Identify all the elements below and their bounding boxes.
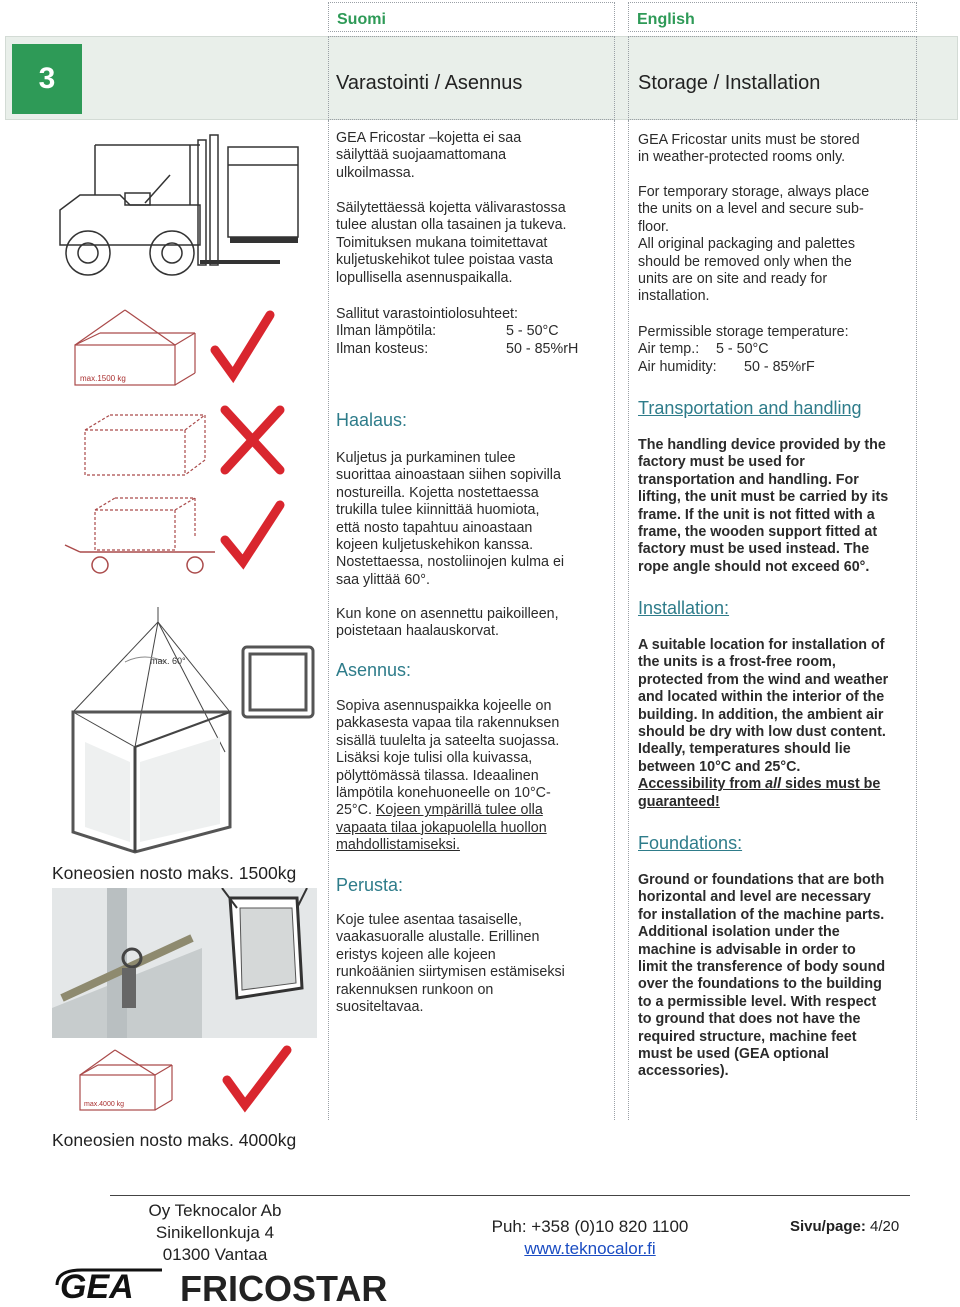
gea-logo-text: GEA bbox=[60, 1268, 134, 1305]
en-storage-p1: GEA Fricostar units must be stored in weather-protected rooms only. bbox=[638, 132, 860, 166]
caption-4000: Koneosien nosto maks. 4000kg bbox=[52, 1130, 297, 1150]
max-1500-label: max.1500 kg bbox=[80, 374, 126, 383]
check-icon bbox=[215, 315, 270, 375]
en-permitted-conditions: Permissible storage temperature: Air temp.: 5 - 50°C Air humidity: 50 - 85%rF bbox=[638, 324, 849, 375]
fi-foundation-p1: Koje tulee asentaa tasaiselle, vaakasuoralle alustalle. Erillinen eristys kojeen alle kojeen runkoäänien siirtymisen estämiseksi rakennuksen runkoon on suositeltavaa. bbox=[336, 912, 565, 1016]
max-60-label: max. 60° bbox=[150, 656, 186, 666]
fi-foundation-heading: Perusta: bbox=[336, 875, 404, 895]
footer-city: 01300 Vantaa bbox=[162, 1245, 268, 1264]
section-number: 3 bbox=[12, 44, 82, 114]
footer-divider bbox=[110, 1195, 910, 1196]
en-storage-p2: For temporary storage, always place the units on a level and secure sub- floor. All original packaging and palettes should be removed only when the units are on site and ready for installation. bbox=[638, 184, 870, 305]
wrong-lift-diagram bbox=[55, 400, 317, 485]
max-4000-label: max.4000 kg bbox=[84, 1101, 125, 1108]
check-icon-2 bbox=[225, 505, 280, 562]
lang-en-label: English bbox=[637, 11, 695, 28]
lifting-photo bbox=[52, 888, 317, 1038]
fi-install-p1: Sopiva asennuspaikka kojeelle on pakkasesta vapaa tila rakennuksen sisällä tuulelta ja sateelta suojassa. Lisäksi koje tulisi olla kuivassa, pölyttömässä tilassa. Ideaalinen lämpötila konehuoneelle on 10°C- 25°C. Kojeen ympärillä tulee olla vapaata tilaa jokapuolella huollon mahdollistamiseksi. bbox=[336, 698, 560, 854]
brand-fricostar: FRICOSTAR bbox=[180, 1268, 388, 1307]
footer-contact bbox=[470, 1216, 710, 1260]
cross-icon bbox=[225, 410, 280, 470]
lang-fi-label: Suomi bbox=[337, 11, 386, 28]
lift-4000-diagram bbox=[60, 1045, 210, 1120]
footer-web-link[interactable]: www.teknocalor.fi bbox=[524, 1239, 656, 1258]
en-handling-p1: The handling device provided by the factory must be used for transportation and handling. For lifting, the unit must be carried by its frame. If the unit is not fitted with a frame, the wooden support fitted at factory must be used instead. The rope angle should not exceed 60°. bbox=[638, 437, 889, 575]
fi-handling-p2: Kun kone on asennettu paikoilleen, poistetaan haalauskorvat. bbox=[336, 606, 559, 640]
lang-tab-fi bbox=[328, 2, 615, 32]
caption-1500: Koneosien nosto maks. 1500kg bbox=[52, 863, 297, 883]
fi-permitted-conditions: Sallitut varastointiolosuhteet: Ilman lämpötila: 5 - 50°C Ilman kosteus: 50 - 85%rH bbox=[336, 306, 579, 357]
fi-handling-p1: Kuljetus ja purkaminen tulee suorittaa ainoastaan siihen sopivilla nostureilla. Kojetta nostettaessa trukilla tulee kiinnittää huomiota, että nosto tapahtuu ainoastaan kojeen kuljetuskehikon kanssa. Nostettaessa, nostoliinojen kulma ei saa ylittää 60°. bbox=[336, 450, 565, 588]
en-foundation-p1: Ground or foundations that are both horizontal and level are necessary for installation of the machine parts. Additional isolation under the machine is advisable in order to limit the transference of body sound over the foundations to the building to a permissible level. With respect to ground that does not have the required structure, machine feet must be used (GEA optional accessories). bbox=[638, 872, 886, 1080]
en-install-p1: A suitable location for installation of the units is a frost-free room, protected from the wind and weather and located within the interior of the building. In addition, the ambient air should be dry with low dust content. Ideally, temperatures should lie between 10°C and 25°C. Accessibility from all sides must be guaranteed! bbox=[638, 637, 889, 810]
en-handling-heading: Transportation and handling bbox=[638, 398, 862, 418]
fi-storage-p2: Säilytettäessä kojetta välivarastossa tulee alustan olla tasainen ja tukeva. Toimituksen mukana toimitettavat kuljetuskehikot tulee poistaa vasta lopullisella asennuspaikalla. bbox=[336, 200, 567, 286]
footer-page-value: 4/20 bbox=[870, 1218, 900, 1235]
en-install-heading: Installation: bbox=[638, 598, 730, 618]
trolley-diagram bbox=[55, 490, 317, 580]
footer-phone: Puh: +358 (0)10 820 1100 bbox=[491, 1217, 689, 1236]
fi-handling-heading: Haalaus: bbox=[336, 410, 408, 430]
footer-page bbox=[790, 1218, 920, 1235]
lang-tab-en bbox=[628, 2, 917, 32]
crane-lift-illustration bbox=[55, 602, 317, 857]
en-foundation-heading: Foundations: bbox=[638, 833, 743, 853]
fi-install-heading: Asennus: bbox=[336, 660, 412, 680]
gea-logo bbox=[52, 1265, 172, 1305]
fi-storage-p1: GEA Fricostar –kojetta ei saa säilyttää suojaamattomana ulkoilmassa. bbox=[336, 130, 522, 181]
forklift-illustration bbox=[50, 125, 312, 300]
footer-page-label: Sivu/page: bbox=[790, 1218, 866, 1235]
lift-4000-check bbox=[212, 1040, 312, 1120]
footer-street: Sinikellonkuja 4 bbox=[155, 1223, 275, 1242]
footer-address bbox=[130, 1200, 300, 1266]
section-title-fi: Varastointi / Asennus bbox=[336, 72, 523, 94]
spacer bbox=[212, 1050, 213, 1051]
lift-1500-diagram bbox=[55, 305, 317, 390]
footer-company: Oy Teknocalor Ab bbox=[148, 1201, 282, 1220]
section-title-en: Storage / Installation bbox=[638, 72, 821, 94]
